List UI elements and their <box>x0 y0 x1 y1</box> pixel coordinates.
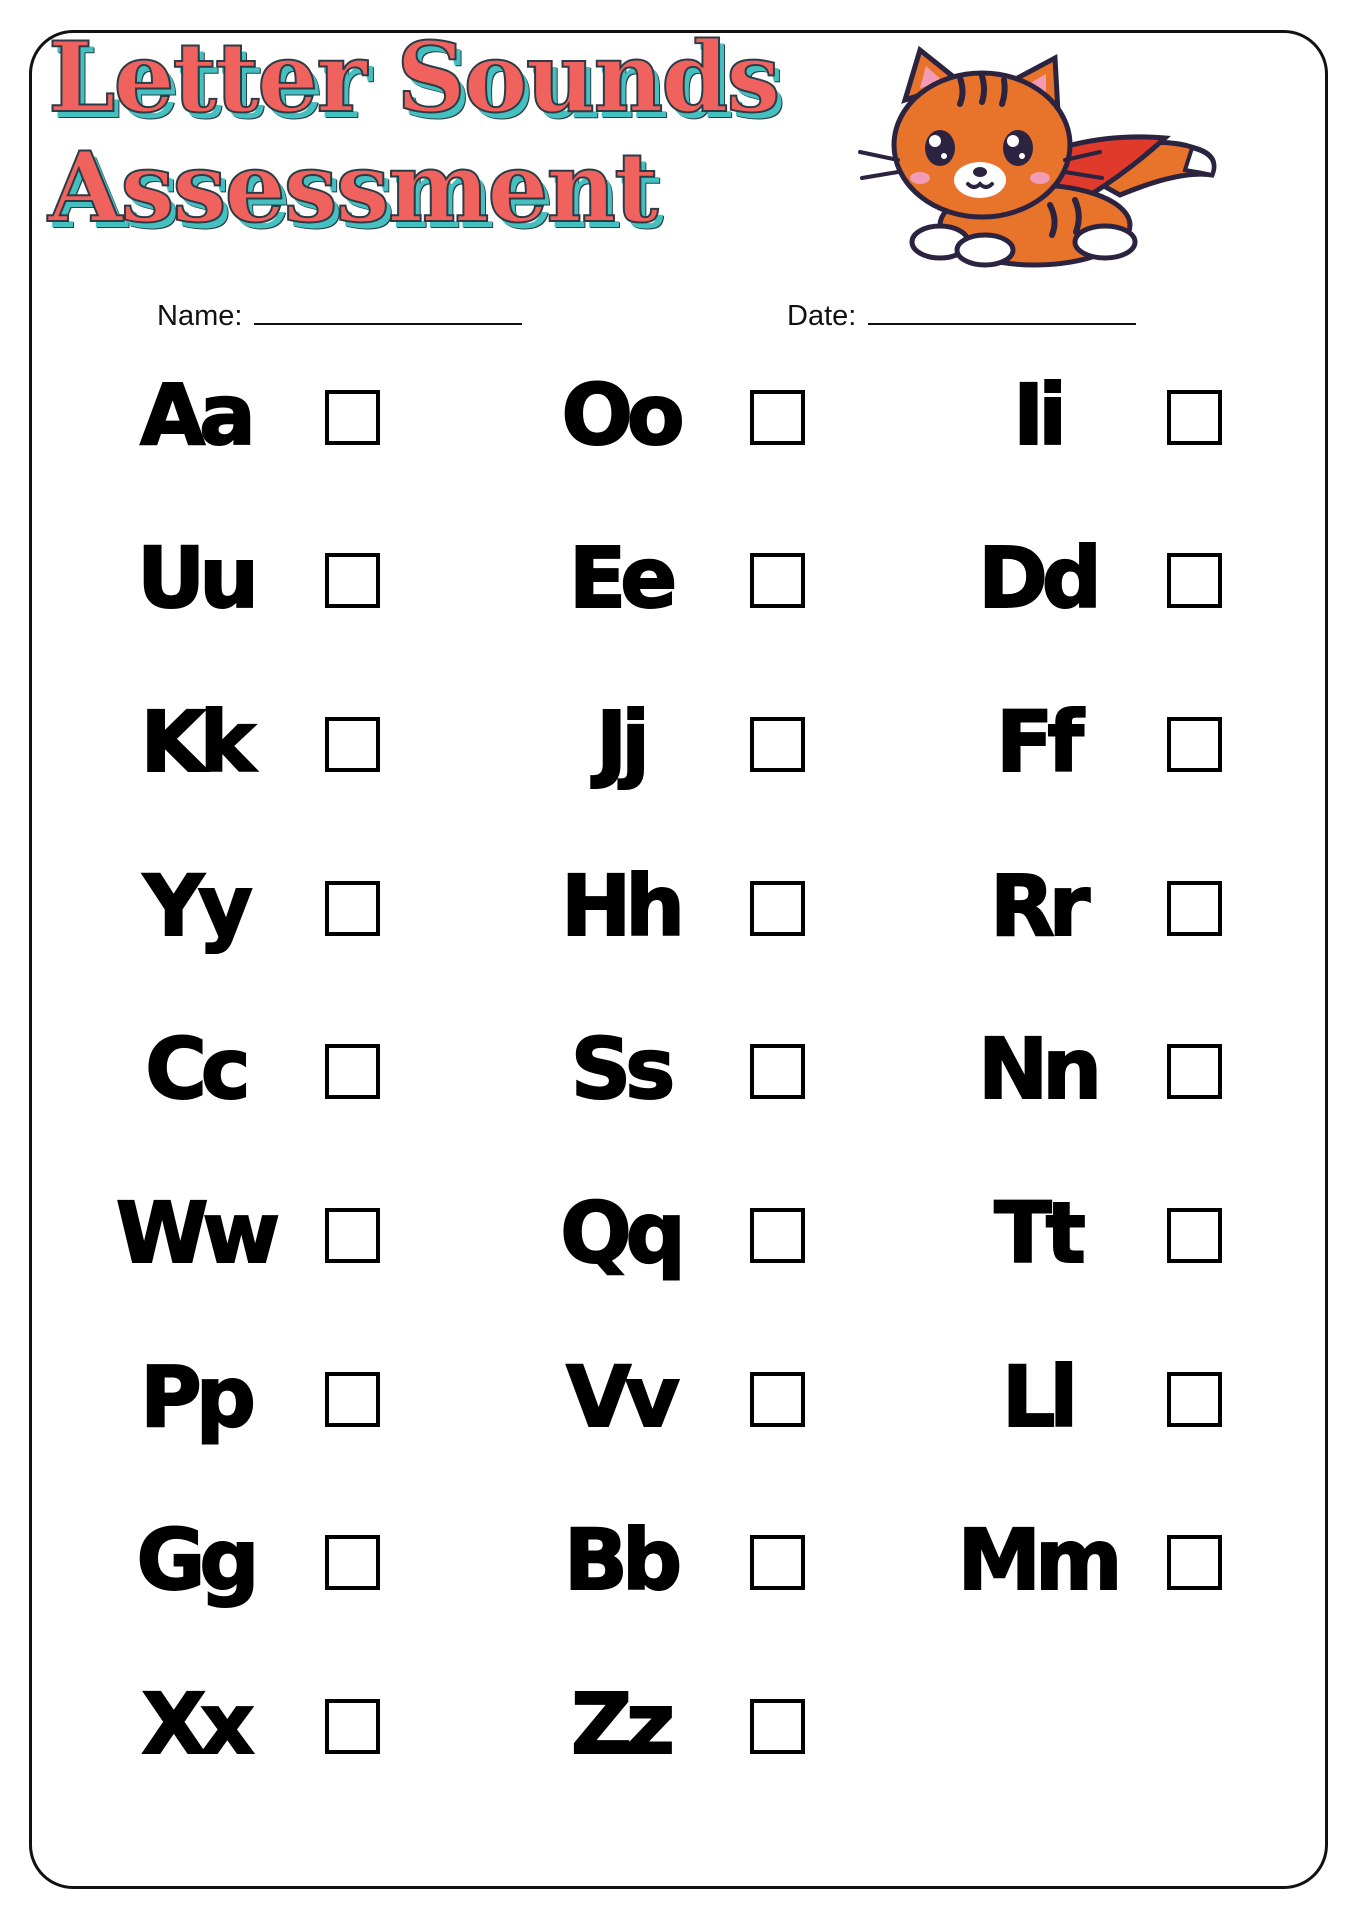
letter-item <box>937 1173 1317 1293</box>
letter-pair: Hh <box>560 857 680 955</box>
letter-pair: Xx <box>141 1675 249 1773</box>
letter-pair: Vv <box>566 1348 674 1446</box>
letter-pair: Ff <box>996 693 1078 791</box>
letter-pair: Uu <box>136 529 253 627</box>
letter-pair: Tt <box>994 1184 1080 1282</box>
letter-pair: Ii <box>1012 366 1062 464</box>
letter-item <box>937 1500 1317 1620</box>
letter-checkbox[interactable] <box>325 881 380 936</box>
letter-pair: Jj <box>595 693 645 791</box>
letter-checkbox[interactable] <box>325 717 380 772</box>
title-line-1: Letter Sounds <box>48 21 779 134</box>
letter-pair: Oo <box>561 366 679 464</box>
letter-item <box>937 1337 1317 1457</box>
letter-checkbox[interactable] <box>750 881 805 936</box>
letter-checkbox[interactable] <box>325 1044 380 1099</box>
letter-item <box>520 1337 900 1457</box>
letter-item <box>95 1173 475 1293</box>
letter-item <box>520 1500 900 1620</box>
letter-item <box>95 846 475 966</box>
letter-checkbox[interactable] <box>325 1699 380 1754</box>
letter-pair: Qq <box>560 1184 680 1282</box>
letter-checkbox[interactable] <box>750 1372 805 1427</box>
letter-checkbox[interactable] <box>750 1044 805 1099</box>
date-line[interactable] <box>868 303 1136 325</box>
letter-pair: Dd <box>978 529 1096 627</box>
letter-pair: Zz <box>571 1675 669 1773</box>
letter-item <box>937 846 1317 966</box>
letter-item <box>95 682 475 802</box>
letter-checkbox[interactable] <box>325 1535 380 1590</box>
letter-pair: Yy <box>143 857 247 955</box>
letter-checkbox[interactable] <box>1167 1535 1222 1590</box>
letter-pair: Ll <box>1001 1348 1073 1446</box>
letter-checkbox[interactable] <box>1167 553 1222 608</box>
letter-checkbox[interactable] <box>750 553 805 608</box>
letter-checkbox[interactable] <box>750 390 805 445</box>
letter-checkbox[interactable] <box>1167 390 1222 445</box>
letter-item <box>520 682 900 802</box>
letter-checkbox[interactable] <box>750 1208 805 1263</box>
letter-item <box>937 355 1317 475</box>
title-line-2: Assessment <box>48 131 657 244</box>
letter-pair: Pp <box>140 1348 250 1446</box>
letter-item <box>520 1009 900 1129</box>
letter-item <box>520 518 900 638</box>
letter-item <box>520 355 900 475</box>
date-field <box>787 300 1136 333</box>
letter-item <box>937 518 1317 638</box>
letter-item <box>95 1500 475 1620</box>
letter-pair: Gg <box>136 1511 254 1609</box>
letter-item <box>520 1664 900 1784</box>
letter-pair: Kk <box>140 693 250 791</box>
letter-pair: Bb <box>563 1511 677 1609</box>
cat-illustration <box>820 20 1240 280</box>
letter-checkbox[interactable] <box>325 1372 380 1427</box>
letter-item <box>95 1337 475 1457</box>
letter-item <box>520 1173 900 1293</box>
letter-item <box>937 1009 1317 1129</box>
letter-item <box>937 682 1317 802</box>
letter-checkbox[interactable] <box>750 1699 805 1754</box>
letter-pair: Ss <box>570 1020 670 1118</box>
letter-item <box>95 1009 475 1129</box>
letter-checkbox[interactable] <box>325 1208 380 1263</box>
date-label: Date: <box>787 300 857 332</box>
letter-pair: Ww <box>115 1184 275 1282</box>
name-line[interactable] <box>254 303 522 325</box>
letter-checkbox[interactable] <box>750 1535 805 1590</box>
letter-item <box>95 355 475 475</box>
letter-pair: Rr <box>989 857 1085 955</box>
letter-pair: Aa <box>140 366 250 464</box>
letter-checkbox[interactable] <box>1167 881 1222 936</box>
letter-checkbox[interactable] <box>1167 1208 1222 1263</box>
letter-pair: Ee <box>568 529 672 627</box>
letter-checkbox[interactable] <box>325 553 380 608</box>
letter-checkbox[interactable] <box>1167 1372 1222 1427</box>
letter-pair: Cc <box>145 1020 245 1118</box>
letter-pair: Mm <box>957 1511 1117 1609</box>
letter-item <box>520 846 900 966</box>
letter-item <box>95 1664 475 1784</box>
letter-pair: Nn <box>977 1020 1097 1118</box>
letter-checkbox[interactable] <box>1167 1044 1222 1099</box>
name-field <box>157 300 522 333</box>
name-label: Name: <box>157 300 243 332</box>
letter-item <box>95 518 475 638</box>
letter-checkbox[interactable] <box>325 390 380 445</box>
letter-checkbox[interactable] <box>750 717 805 772</box>
letter-checkbox[interactable] <box>1167 717 1222 772</box>
